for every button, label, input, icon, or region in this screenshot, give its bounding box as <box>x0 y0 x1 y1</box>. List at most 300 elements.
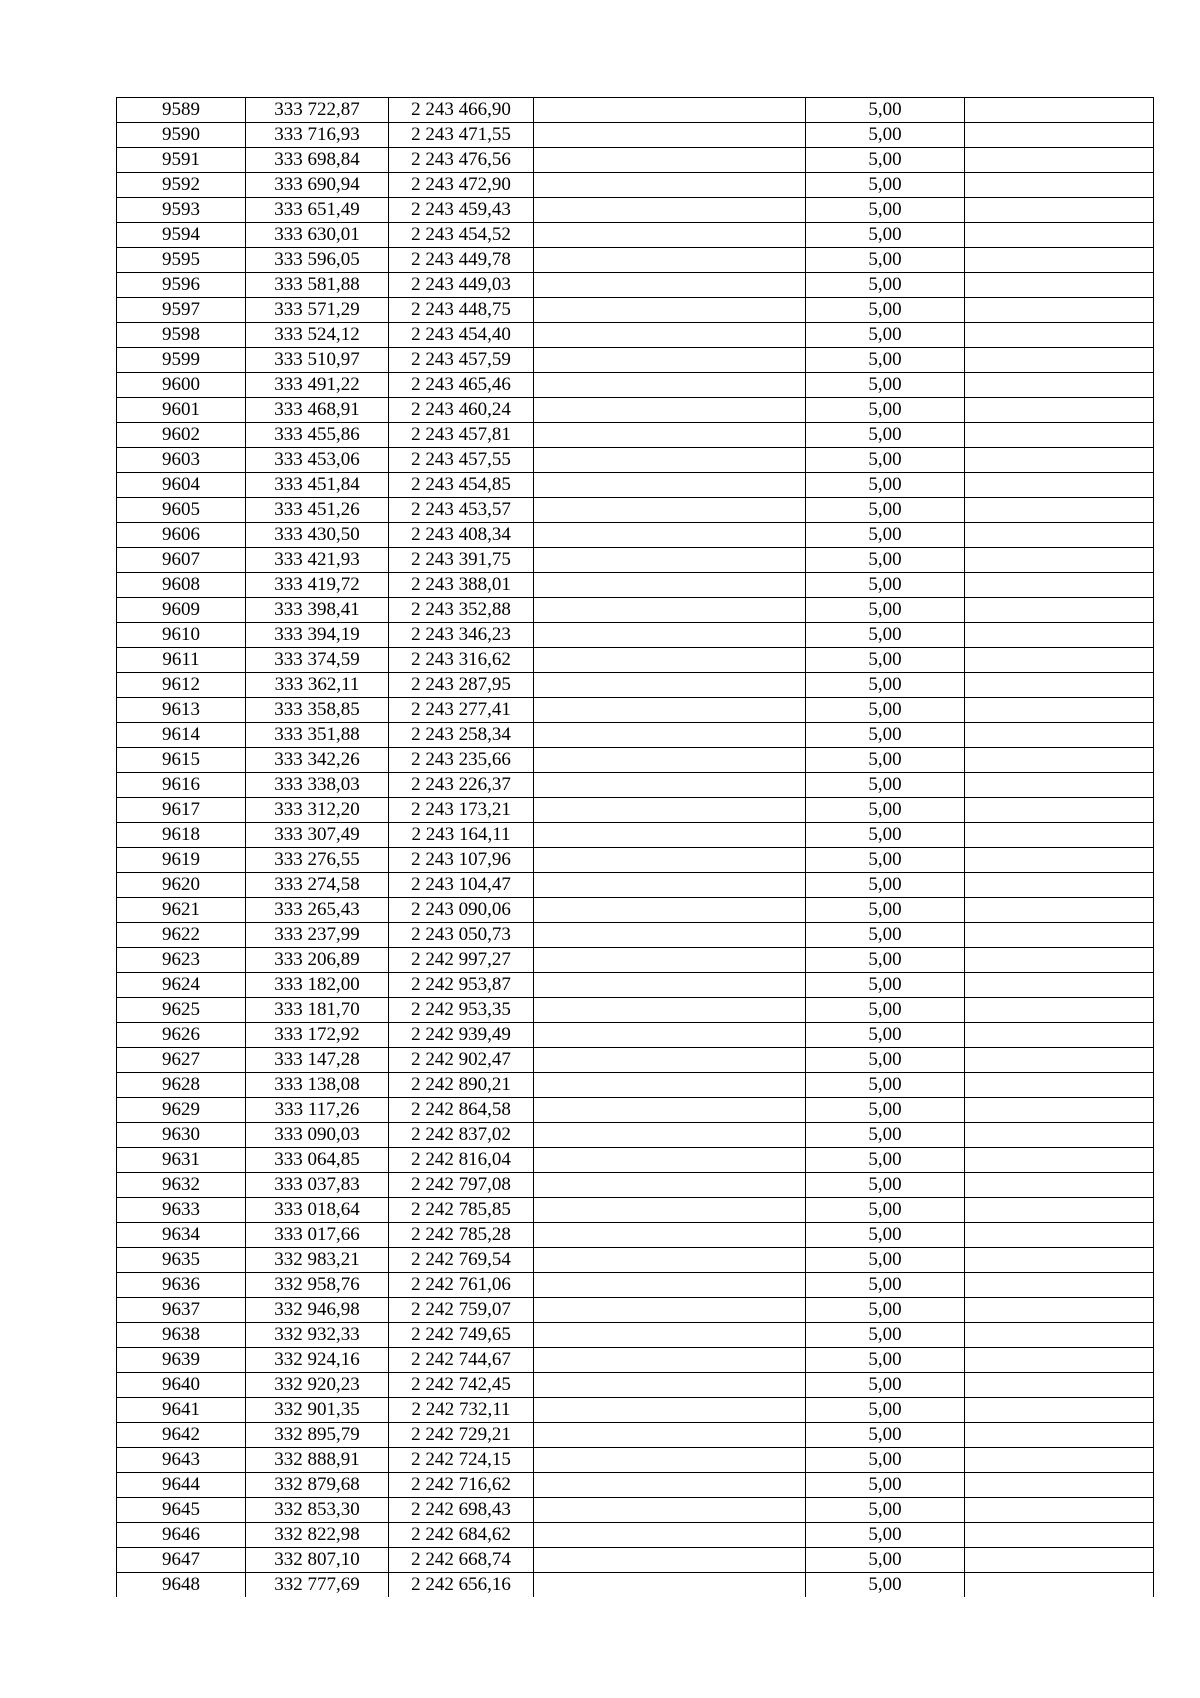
y-coordinate-cell: 2 243 453,57 <box>389 498 534 523</box>
x-coordinate-cell: 333 265,43 <box>246 898 389 923</box>
y-coordinate-cell: 2 243 316,62 <box>389 648 534 673</box>
point-number-cell: 9604 <box>117 473 246 498</box>
point-number-cell: 9634 <box>117 1223 246 1248</box>
y-coordinate-cell: 2 243 352,88 <box>389 598 534 623</box>
empty-cell <box>534 1423 806 1448</box>
empty-cell <box>534 98 806 123</box>
y-coordinate-cell: 2 242 656,16 <box>389 1573 534 1598</box>
accuracy-cell: 5,00 <box>806 973 965 998</box>
empty-cell <box>965 123 1154 148</box>
empty-cell <box>534 173 806 198</box>
accuracy-cell: 5,00 <box>806 398 965 423</box>
x-coordinate-cell: 333 018,64 <box>246 1198 389 1223</box>
table-row <box>117 498 1154 523</box>
point-number-cell: 9590 <box>117 123 246 148</box>
y-coordinate-cell: 2 242 761,06 <box>389 1273 534 1298</box>
point-number-cell: 9648 <box>117 1573 246 1598</box>
x-coordinate-cell: 333 698,84 <box>246 148 389 173</box>
accuracy-cell: 5,00 <box>806 123 965 148</box>
point-number-cell: 9644 <box>117 1473 246 1498</box>
empty-cell <box>534 598 806 623</box>
x-coordinate-cell: 332 777,69 <box>246 1573 389 1598</box>
table-row <box>117 448 1154 473</box>
table-row <box>117 1098 1154 1123</box>
accuracy-cell: 5,00 <box>806 748 965 773</box>
accuracy-cell: 5,00 <box>806 698 965 723</box>
empty-cell <box>534 1148 806 1173</box>
accuracy-cell: 5,00 <box>806 1148 965 1173</box>
x-coordinate-cell: 333 147,28 <box>246 1048 389 1073</box>
empty-cell <box>965 748 1154 773</box>
accuracy-cell: 5,00 <box>806 1523 965 1548</box>
x-coordinate-cell: 333 237,99 <box>246 923 389 948</box>
point-number-cell: 9601 <box>117 398 246 423</box>
empty-cell <box>965 298 1154 323</box>
table-row <box>117 798 1154 823</box>
empty-cell <box>965 1123 1154 1148</box>
empty-cell <box>965 898 1154 923</box>
point-number-cell: 9631 <box>117 1148 246 1173</box>
point-number-cell: 9640 <box>117 1373 246 1398</box>
x-coordinate-cell: 333 451,84 <box>246 473 389 498</box>
x-coordinate-cell: 333 138,08 <box>246 1073 389 1098</box>
point-number-cell: 9632 <box>117 1173 246 1198</box>
point-number-cell: 9630 <box>117 1123 246 1148</box>
x-coordinate-cell: 332 822,98 <box>246 1523 389 1548</box>
y-coordinate-cell: 2 242 902,47 <box>389 1048 534 1073</box>
table-row <box>117 1298 1154 1323</box>
point-number-cell: 9628 <box>117 1073 246 1098</box>
empty-cell <box>534 823 806 848</box>
x-coordinate-cell: 333 394,19 <box>246 623 389 648</box>
y-coordinate-cell: 2 242 729,21 <box>389 1423 534 1448</box>
empty-cell <box>965 1548 1154 1573</box>
table-row <box>117 1123 1154 1148</box>
y-coordinate-cell: 2 242 997,27 <box>389 948 534 973</box>
table-row <box>117 273 1154 298</box>
empty-cell <box>534 1398 806 1423</box>
point-number-cell: 9619 <box>117 848 246 873</box>
empty-cell <box>965 323 1154 348</box>
y-coordinate-cell: 2 242 716,62 <box>389 1473 534 1498</box>
point-number-cell: 9594 <box>117 223 246 248</box>
empty-cell <box>534 1298 806 1323</box>
x-coordinate-cell: 332 983,21 <box>246 1248 389 1273</box>
accuracy-cell: 5,00 <box>806 148 965 173</box>
accuracy-cell: 5,00 <box>806 648 965 673</box>
y-coordinate-cell: 2 242 864,58 <box>389 1098 534 1123</box>
empty-cell <box>965 773 1154 798</box>
table-row <box>117 598 1154 623</box>
x-coordinate-cell: 332 958,76 <box>246 1273 389 1298</box>
x-coordinate-cell: 333 358,85 <box>246 698 389 723</box>
y-coordinate-cell: 2 243 449,03 <box>389 273 534 298</box>
point-number-cell: 9592 <box>117 173 246 198</box>
empty-cell <box>965 1473 1154 1498</box>
table-row <box>117 148 1154 173</box>
empty-cell <box>965 1498 1154 1523</box>
empty-cell <box>965 1173 1154 1198</box>
empty-cell <box>965 923 1154 948</box>
x-coordinate-cell: 333 090,03 <box>246 1123 389 1148</box>
empty-cell <box>534 448 806 473</box>
accuracy-cell: 5,00 <box>806 523 965 548</box>
point-number-cell: 9603 <box>117 448 246 473</box>
accuracy-cell: 5,00 <box>806 323 965 348</box>
empty-cell <box>965 398 1154 423</box>
point-number-cell: 9589 <box>117 98 246 123</box>
accuracy-cell: 5,00 <box>806 848 965 873</box>
empty-cell <box>534 423 806 448</box>
x-coordinate-cell: 333 451,26 <box>246 498 389 523</box>
point-number-cell: 9621 <box>117 898 246 923</box>
empty-cell <box>534 1573 806 1598</box>
empty-cell <box>965 948 1154 973</box>
y-coordinate-cell: 2 243 460,24 <box>389 398 534 423</box>
point-number-cell: 9643 <box>117 1448 246 1473</box>
point-number-cell: 9633 <box>117 1198 246 1223</box>
empty-cell <box>534 398 806 423</box>
table-row <box>117 1573 1154 1598</box>
accuracy-cell: 5,00 <box>806 1473 965 1498</box>
y-coordinate-cell: 2 243 104,47 <box>389 873 534 898</box>
empty-cell <box>534 223 806 248</box>
empty-cell <box>965 198 1154 223</box>
x-coordinate-cell: 333 524,12 <box>246 323 389 348</box>
empty-cell <box>534 323 806 348</box>
table-row <box>117 473 1154 498</box>
x-coordinate-cell: 333 172,92 <box>246 1023 389 1048</box>
accuracy-cell: 5,00 <box>806 1273 965 1298</box>
empty-cell <box>965 973 1154 998</box>
point-number-cell: 9598 <box>117 323 246 348</box>
y-coordinate-cell: 2 243 258,34 <box>389 723 534 748</box>
table-row <box>117 548 1154 573</box>
table-row <box>117 323 1154 348</box>
empty-cell <box>965 673 1154 698</box>
table-row <box>117 198 1154 223</box>
empty-cell <box>534 623 806 648</box>
y-coordinate-cell: 2 243 408,34 <box>389 523 534 548</box>
accuracy-cell: 5,00 <box>806 448 965 473</box>
point-number-cell: 9597 <box>117 298 246 323</box>
accuracy-cell: 5,00 <box>806 298 965 323</box>
point-number-cell: 9647 <box>117 1548 246 1573</box>
y-coordinate-cell: 2 242 724,15 <box>389 1448 534 1473</box>
empty-cell <box>965 348 1154 373</box>
point-number-cell: 9591 <box>117 148 246 173</box>
empty-cell <box>534 148 806 173</box>
x-coordinate-cell: 333 430,50 <box>246 523 389 548</box>
table-row <box>117 298 1154 323</box>
empty-cell <box>965 498 1154 523</box>
y-coordinate-cell: 2 243 391,75 <box>389 548 534 573</box>
x-coordinate-cell: 333 206,89 <box>246 948 389 973</box>
table-row <box>117 898 1154 923</box>
y-coordinate-cell: 2 243 454,52 <box>389 223 534 248</box>
empty-cell <box>534 1323 806 1348</box>
empty-cell <box>534 198 806 223</box>
table-row <box>117 948 1154 973</box>
x-coordinate-cell: 333 017,66 <box>246 1223 389 1248</box>
table-row <box>117 1073 1154 1098</box>
y-coordinate-cell: 2 243 465,46 <box>389 373 534 398</box>
x-coordinate-cell: 332 946,98 <box>246 1298 389 1323</box>
y-coordinate-cell: 2 242 785,28 <box>389 1223 534 1248</box>
y-coordinate-cell: 2 242 759,07 <box>389 1298 534 1323</box>
table-row <box>117 1223 1154 1248</box>
accuracy-cell: 5,00 <box>806 1573 965 1598</box>
point-number-cell: 9618 <box>117 823 246 848</box>
table-row <box>117 648 1154 673</box>
accuracy-cell: 5,00 <box>806 1548 965 1573</box>
table-row <box>117 523 1154 548</box>
table-row <box>117 1398 1154 1423</box>
point-number-cell: 9637 <box>117 1298 246 1323</box>
accuracy-cell: 5,00 <box>806 898 965 923</box>
empty-cell <box>534 523 806 548</box>
x-coordinate-cell: 333 421,93 <box>246 548 389 573</box>
empty-cell <box>534 298 806 323</box>
empty-cell <box>534 1098 806 1123</box>
empty-cell <box>534 373 806 398</box>
empty-cell <box>534 698 806 723</box>
table-row <box>117 1273 1154 1298</box>
empty-cell <box>534 1348 806 1373</box>
point-number-cell: 9629 <box>117 1098 246 1123</box>
x-coordinate-cell: 332 853,30 <box>246 1498 389 1523</box>
table-row <box>117 1423 1154 1448</box>
empty-cell <box>965 1323 1154 1348</box>
table-row <box>117 123 1154 148</box>
accuracy-cell: 5,00 <box>806 1173 965 1198</box>
empty-cell <box>965 248 1154 273</box>
x-coordinate-cell: 333 398,41 <box>246 598 389 623</box>
empty-cell <box>965 1523 1154 1548</box>
accuracy-cell: 5,00 <box>806 1248 965 1273</box>
y-coordinate-cell: 2 242 939,49 <box>389 1023 534 1048</box>
empty-cell <box>965 1023 1154 1048</box>
x-coordinate-cell: 333 307,49 <box>246 823 389 848</box>
point-number-cell: 9614 <box>117 723 246 748</box>
accuracy-cell: 5,00 <box>806 423 965 448</box>
empty-cell <box>965 473 1154 498</box>
empty-cell <box>965 1223 1154 1248</box>
table-row <box>117 923 1154 948</box>
accuracy-cell: 5,00 <box>806 1073 965 1098</box>
point-number-cell: 9610 <box>117 623 246 648</box>
accuracy-cell: 5,00 <box>806 1198 965 1223</box>
empty-cell <box>965 1098 1154 1123</box>
empty-cell <box>965 523 1154 548</box>
accuracy-cell: 5,00 <box>806 1298 965 1323</box>
point-number-cell: 9616 <box>117 773 246 798</box>
empty-cell <box>534 648 806 673</box>
x-coordinate-cell: 333 468,91 <box>246 398 389 423</box>
point-number-cell: 9608 <box>117 573 246 598</box>
empty-cell <box>534 1123 806 1148</box>
accuracy-cell: 5,00 <box>806 598 965 623</box>
point-number-cell: 9623 <box>117 948 246 973</box>
point-number-cell: 9617 <box>117 798 246 823</box>
accuracy-cell: 5,00 <box>806 198 965 223</box>
point-number-cell: 9600 <box>117 373 246 398</box>
table-row <box>117 423 1154 448</box>
point-number-cell: 9593 <box>117 198 246 223</box>
empty-cell <box>965 373 1154 398</box>
empty-cell <box>965 448 1154 473</box>
empty-cell <box>965 698 1154 723</box>
point-number-cell: 9638 <box>117 1323 246 1348</box>
x-coordinate-cell: 333 722,87 <box>246 98 389 123</box>
x-coordinate-cell: 333 181,70 <box>246 998 389 1023</box>
empty-cell <box>534 1498 806 1523</box>
accuracy-cell: 5,00 <box>806 773 965 798</box>
table-row <box>117 1198 1154 1223</box>
y-coordinate-cell: 2 243 457,59 <box>389 348 534 373</box>
point-number-cell: 9602 <box>117 423 246 448</box>
table-row <box>117 698 1154 723</box>
x-coordinate-cell: 332 807,10 <box>246 1548 389 1573</box>
accuracy-cell: 5,00 <box>806 1098 965 1123</box>
coordinates-table-body <box>117 98 1154 1598</box>
accuracy-cell: 5,00 <box>806 473 965 498</box>
y-coordinate-cell: 2 242 698,43 <box>389 1498 534 1523</box>
empty-cell <box>965 548 1154 573</box>
empty-cell <box>534 848 806 873</box>
empty-cell <box>534 1048 806 1073</box>
y-coordinate-cell: 2 243 454,85 <box>389 473 534 498</box>
x-coordinate-cell: 333 455,86 <box>246 423 389 448</box>
table-row <box>117 623 1154 648</box>
empty-cell <box>534 548 806 573</box>
y-coordinate-cell: 2 243 449,78 <box>389 248 534 273</box>
table-row <box>117 973 1154 998</box>
x-coordinate-cell: 333 596,05 <box>246 248 389 273</box>
point-number-cell: 9639 <box>117 1348 246 1373</box>
empty-cell <box>965 1048 1154 1073</box>
empty-cell <box>534 723 806 748</box>
empty-cell <box>965 1398 1154 1423</box>
x-coordinate-cell: 332 895,79 <box>246 1423 389 1448</box>
y-coordinate-cell: 2 243 107,96 <box>389 848 534 873</box>
x-coordinate-cell: 333 312,20 <box>246 798 389 823</box>
table-row <box>117 773 1154 798</box>
empty-cell <box>965 173 1154 198</box>
empty-cell <box>534 873 806 898</box>
point-number-cell: 9635 <box>117 1248 246 1273</box>
y-coordinate-cell: 2 242 684,62 <box>389 1523 534 1548</box>
point-number-cell: 9641 <box>117 1398 246 1423</box>
empty-cell <box>965 873 1154 898</box>
table-row <box>117 848 1154 873</box>
empty-cell <box>965 1373 1154 1398</box>
accuracy-cell: 5,00 <box>806 1423 965 1448</box>
empty-cell <box>965 823 1154 848</box>
table-row <box>117 248 1154 273</box>
table-row <box>117 1373 1154 1398</box>
accuracy-cell: 5,00 <box>806 1323 965 1348</box>
x-coordinate-cell: 333 690,94 <box>246 173 389 198</box>
point-number-cell: 9606 <box>117 523 246 548</box>
accuracy-cell: 5,00 <box>806 223 965 248</box>
y-coordinate-cell: 2 243 457,81 <box>389 423 534 448</box>
table-row <box>117 173 1154 198</box>
x-coordinate-cell: 332 924,16 <box>246 1348 389 1373</box>
empty-cell <box>534 998 806 1023</box>
accuracy-cell: 5,00 <box>806 623 965 648</box>
empty-cell <box>534 898 806 923</box>
y-coordinate-cell: 2 243 226,37 <box>389 773 534 798</box>
empty-cell <box>965 98 1154 123</box>
empty-cell <box>965 573 1154 598</box>
accuracy-cell: 5,00 <box>806 873 965 898</box>
empty-cell <box>534 273 806 298</box>
y-coordinate-cell: 2 243 457,55 <box>389 448 534 473</box>
point-number-cell: 9625 <box>117 998 246 1023</box>
point-number-cell: 9613 <box>117 698 246 723</box>
empty-cell <box>965 648 1154 673</box>
empty-cell <box>534 248 806 273</box>
accuracy-cell: 5,00 <box>806 673 965 698</box>
y-coordinate-cell: 2 243 287,95 <box>389 673 534 698</box>
y-coordinate-cell: 2 243 454,40 <box>389 323 534 348</box>
accuracy-cell: 5,00 <box>806 548 965 573</box>
table-row <box>117 723 1154 748</box>
empty-cell <box>534 1173 806 1198</box>
point-number-cell: 9642 <box>117 1423 246 1448</box>
x-coordinate-cell: 333 716,93 <box>246 123 389 148</box>
x-coordinate-cell: 332 901,35 <box>246 1398 389 1423</box>
table-row <box>117 573 1154 598</box>
empty-cell <box>965 1073 1154 1098</box>
table-row <box>117 1048 1154 1073</box>
accuracy-cell: 5,00 <box>806 1373 965 1398</box>
accuracy-cell: 5,00 <box>806 498 965 523</box>
x-coordinate-cell: 333 338,03 <box>246 773 389 798</box>
table-row <box>117 823 1154 848</box>
accuracy-cell: 5,00 <box>806 1123 965 1148</box>
y-coordinate-cell: 2 243 235,66 <box>389 748 534 773</box>
point-number-cell: 9645 <box>117 1498 246 1523</box>
table-row <box>117 1523 1154 1548</box>
y-coordinate-cell: 2 242 953,87 <box>389 973 534 998</box>
accuracy-cell: 5,00 <box>806 1223 965 1248</box>
empty-cell <box>534 1548 806 1573</box>
x-coordinate-cell: 333 362,11 <box>246 673 389 698</box>
accuracy-cell: 5,00 <box>806 998 965 1023</box>
accuracy-cell: 5,00 <box>806 273 965 298</box>
empty-cell <box>965 423 1154 448</box>
empty-cell <box>534 348 806 373</box>
table-row <box>117 1498 1154 1523</box>
empty-cell <box>534 473 806 498</box>
x-coordinate-cell: 333 419,72 <box>246 573 389 598</box>
table-row <box>117 1548 1154 1573</box>
accuracy-cell: 5,00 <box>806 348 965 373</box>
accuracy-cell: 5,00 <box>806 1398 965 1423</box>
accuracy-cell: 5,00 <box>806 723 965 748</box>
empty-cell <box>965 1298 1154 1323</box>
x-coordinate-cell: 333 651,49 <box>246 198 389 223</box>
table-row <box>117 1348 1154 1373</box>
point-number-cell: 9611 <box>117 648 246 673</box>
point-number-cell: 9626 <box>117 1023 246 1048</box>
table-row <box>117 1448 1154 1473</box>
empty-cell <box>965 798 1154 823</box>
table-row <box>117 398 1154 423</box>
point-number-cell: 9596 <box>117 273 246 298</box>
